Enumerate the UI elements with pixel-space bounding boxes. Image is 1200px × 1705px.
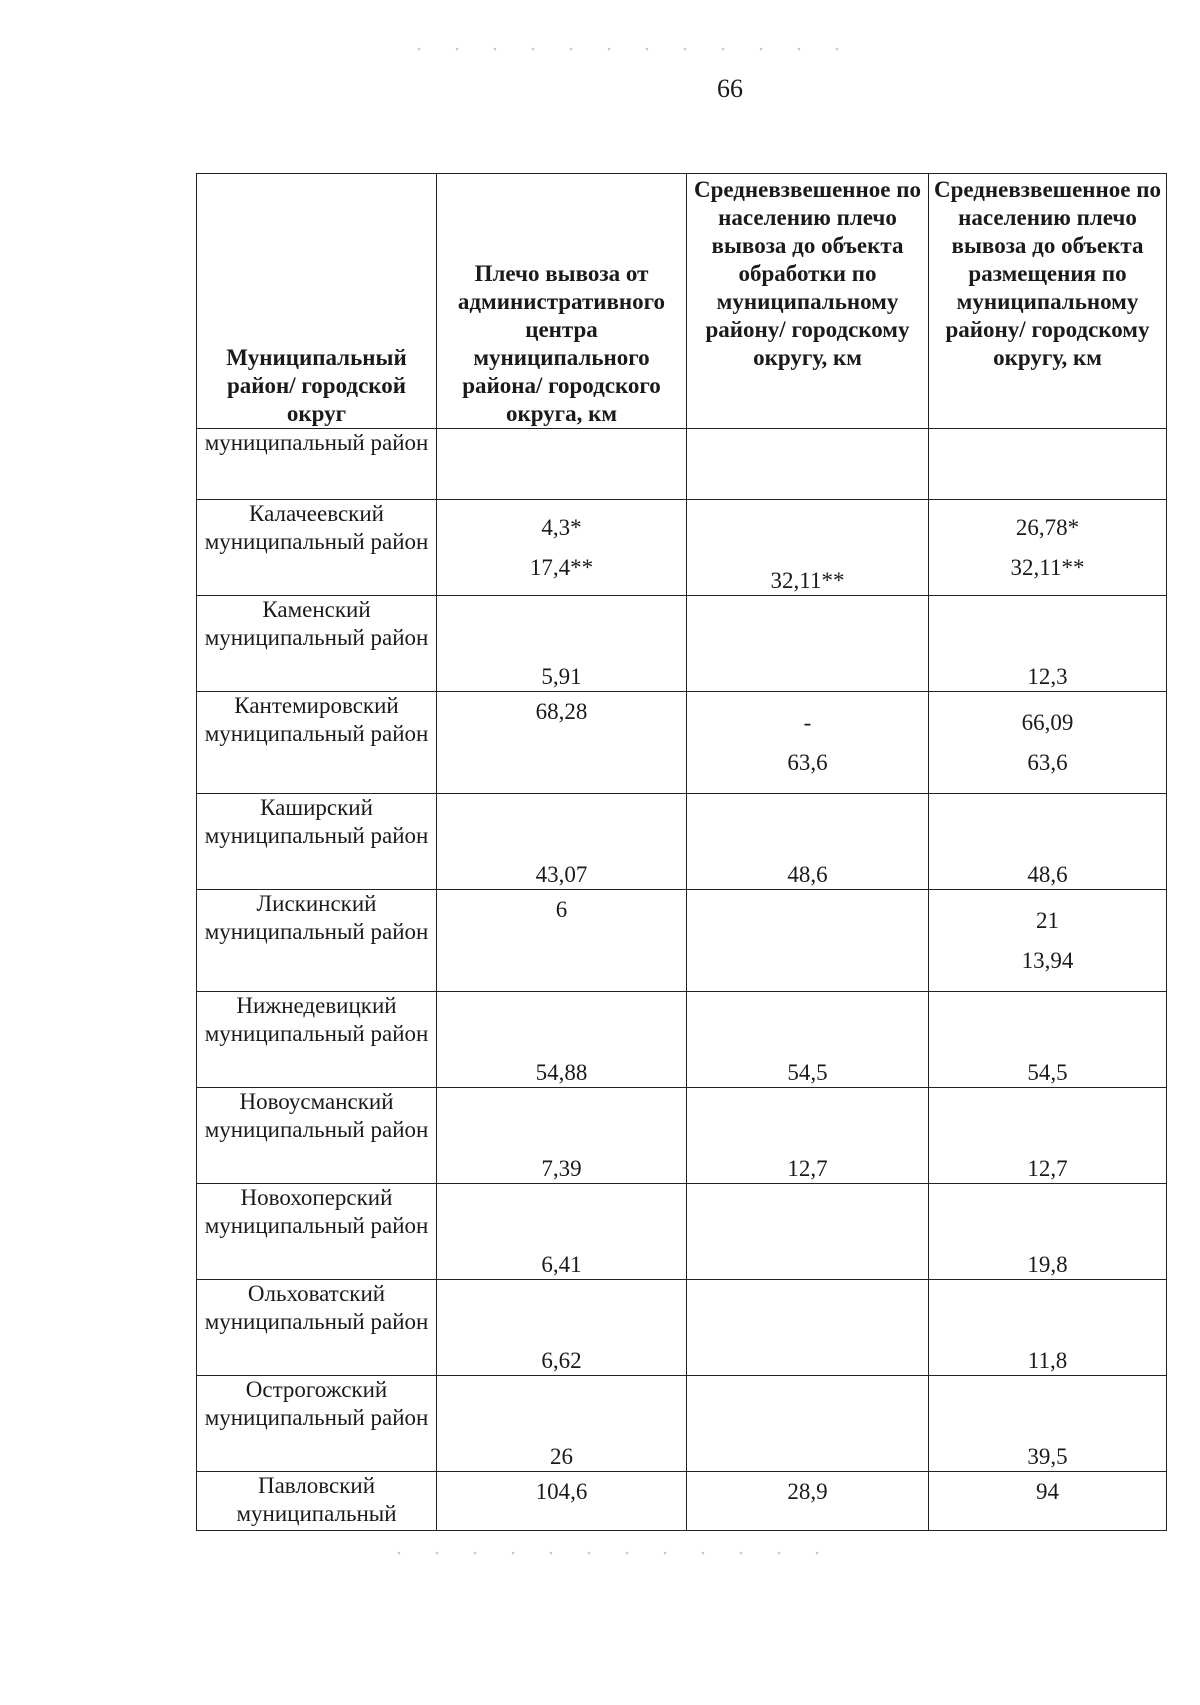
- admin-center-distance: 6,62: [437, 1280, 687, 1376]
- municipality-name: Каменский муниципальный район: [197, 596, 437, 692]
- value: 63,6: [787, 749, 828, 775]
- table-header-row: [197, 174, 1167, 429]
- processing-distance: [687, 596, 929, 692]
- disposal-distance: 19,8: [929, 1184, 1167, 1280]
- value: -: [803, 709, 812, 735]
- admin-center-distance: 6,41: [437, 1184, 687, 1280]
- municipality-name: Лискинский муниципальный район: [197, 890, 437, 992]
- table-row: [197, 596, 1167, 692]
- admin-center-distance: 6: [437, 890, 687, 992]
- admin-center-distance: 54,88: [437, 992, 687, 1088]
- disposal-distance: 39,5: [929, 1376, 1167, 1472]
- admin-center-distance: 7,39: [437, 1088, 687, 1184]
- admin-center-distance: 104,6: [437, 1472, 687, 1531]
- distance-table: [196, 173, 1167, 1531]
- table-row: [197, 1472, 1167, 1531]
- value: 63,6: [1027, 749, 1068, 775]
- scan-noise-top: [400, 44, 860, 54]
- value: 32,11**: [770, 568, 845, 593]
- value: 32,11**: [1010, 554, 1085, 580]
- header-disposal-distance: Средневзвешенное по населению плечо вывоза до объекта размещения по муниципальному району/ городскому округу, км: [929, 174, 1167, 429]
- disposal-distance: 54,5: [929, 992, 1167, 1088]
- processing-distance: 54,5: [687, 992, 929, 1088]
- table-row: [197, 1376, 1167, 1472]
- value: 13,94: [1021, 947, 1074, 973]
- table-row: [197, 1184, 1167, 1280]
- table-row: [197, 500, 1167, 596]
- value: 21: [1036, 907, 1059, 933]
- disposal-distance: 12,7: [929, 1088, 1167, 1184]
- header-municipality: Муниципальный район/ городской округ: [197, 174, 437, 429]
- processing-distance: 12,7: [687, 1088, 929, 1184]
- disposal-distance: [929, 692, 1167, 794]
- municipality-name: муниципальный район: [197, 429, 437, 500]
- empty-cell: [687, 429, 929, 500]
- header-admin-center-distance: Плечо вывоза от административного центра муниципального района/ городского округа, км: [437, 174, 687, 429]
- disposal-distance: 48,6: [929, 794, 1167, 890]
- table-row: [197, 794, 1167, 890]
- value: 4,3*: [541, 514, 582, 540]
- empty-cell: [437, 429, 687, 500]
- admin-center-distance: 26: [437, 1376, 687, 1472]
- table-row-continued: [197, 429, 1167, 500]
- processing-distance: 48,6: [687, 794, 929, 890]
- processing-distance: [687, 1184, 929, 1280]
- municipality-name: Каширский муниципальный район: [197, 794, 437, 890]
- value: 17,4**: [529, 554, 594, 580]
- admin-center-distance: 5,91: [437, 596, 687, 692]
- disposal-distance: 11,8: [929, 1280, 1167, 1376]
- municipality-name: Острогожский муниципальный район: [197, 1376, 437, 1472]
- table-row: [197, 1280, 1167, 1376]
- admin-center-distance: 68,28: [437, 692, 687, 794]
- processing-distance: 28,9: [687, 1472, 929, 1531]
- municipality-name: Новохоперский муниципальный район: [197, 1184, 437, 1280]
- header-processing-distance: Средневзвешенное по населению плечо вывоза до объекта обработки по муниципальному району/ городскому округу, км: [687, 174, 929, 429]
- value: 26,78*: [1015, 514, 1080, 540]
- municipality-name: Ольховатский муниципальный район: [197, 1280, 437, 1376]
- municipality-name: Кантемировский муниципальный район: [197, 692, 437, 794]
- admin-center-distance: 43,07: [437, 794, 687, 890]
- processing-distance: [687, 692, 929, 794]
- processing-distance: [687, 890, 929, 992]
- disposal-distance: 12,3: [929, 596, 1167, 692]
- disposal-distance: [929, 500, 1167, 596]
- empty-cell: [929, 429, 1167, 500]
- municipality-name: Нижнедевицкий муниципальный район: [197, 992, 437, 1088]
- disposal-distance: [929, 890, 1167, 992]
- municipality-name: Новоусманский муниципальный район: [197, 1088, 437, 1184]
- processing-distance: [687, 1280, 929, 1376]
- table-row: [197, 692, 1167, 794]
- processing-distance: [687, 500, 929, 596]
- table-row: [197, 1088, 1167, 1184]
- municipality-name: Калачеевский муниципальный район: [197, 500, 437, 596]
- table-row: [197, 992, 1167, 1088]
- scan-noise-bottom: [380, 1548, 830, 1558]
- processing-distance: [687, 1376, 929, 1472]
- disposal-distance: 94: [929, 1472, 1167, 1531]
- table-row: [197, 890, 1167, 992]
- page-number: 66: [717, 74, 743, 103]
- value: 66,09: [1021, 709, 1074, 735]
- municipality-name: Павловский муниципальный: [197, 1472, 437, 1531]
- admin-center-distance: [437, 500, 687, 596]
